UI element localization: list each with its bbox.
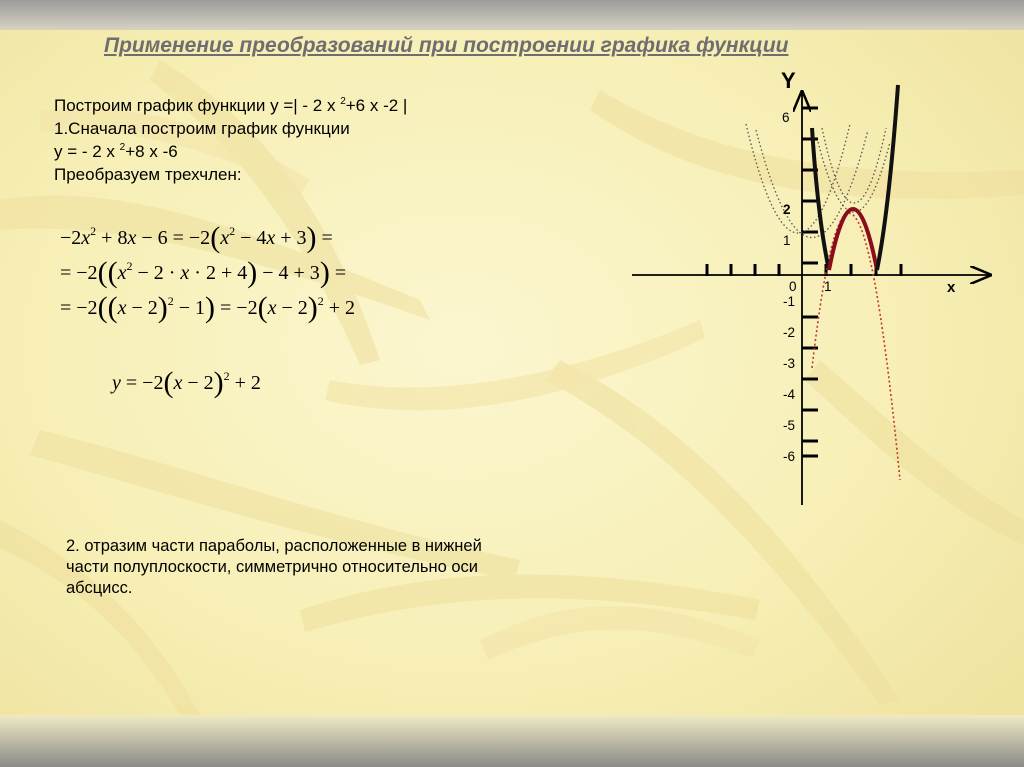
f3-open-2: ( [257,291,268,324]
graph-right-branch [877,85,898,270]
f2-close-paren-inner: ) [247,256,258,289]
function-line-tail: +8 х -6 [125,142,178,161]
f2-x2: x [180,262,190,284]
f2-x1: x [117,262,127,284]
y-label-0: 0 [789,279,797,294]
f3-open-inner: ( [107,291,118,324]
task-line-text: Построим график функции у =| - 2 х [54,96,341,115]
f3-x1: x [117,297,127,319]
f4-c: + 2 [229,372,261,394]
y-label-6: 6 [782,110,790,125]
f1-x2: x [127,227,137,249]
f3-open-outer: ( [97,291,108,324]
y-label-minus5: -5 [783,418,796,433]
f3-close-outer: ) [205,291,216,324]
y-label-minus6: -6 [783,449,796,464]
f3-exp1: 2 [167,294,174,308]
x-label-1: 1 [824,279,832,294]
f4-b: − 2 [182,372,214,394]
y-label-minus4: -4 [783,387,796,402]
f3-b: − 2 [126,297,158,319]
f4-close: ) [213,366,224,399]
f1-x1: x [81,227,91,249]
step2-text: 2. отразим части параболы, расположенные в нижней части полуплоскости, симметрично относительно оси абсцисс. [66,537,482,597]
f4-open: ( [163,366,174,399]
transform-line: Преобразуем трехчлен: [54,165,242,184]
dotted-parabola-shifted [822,128,886,203]
f1-b: + 8 [96,227,128,249]
f4-y: y [112,372,121,394]
f1-open-paren: ( [210,221,221,254]
f3-x2: x [267,297,277,319]
task-line-tail: +6 х -2 | [345,96,408,115]
f1-d: − 4 [235,227,267,249]
y-label-minus2: -2 [783,325,796,340]
y-label-minus3: -3 [783,356,796,371]
f4-exp: 2 [223,369,230,383]
slide-title: Применение преобразований при построении графика функции [104,34,789,57]
y-label-2: 2 [783,202,791,217]
f2-c: · 2 + 4 [189,262,248,284]
f2-close-paren-outer: ) [319,256,330,289]
f1-x4: x [266,227,276,249]
f3-close-inner: ) [157,291,168,324]
x-axis-label: х [947,279,956,296]
f1-close-paren: ) [306,221,317,254]
f2-a: = −2 [60,262,98,284]
function-line-text: у = - 2 х [54,142,120,161]
f2-open-paren-inner: ( [107,256,118,289]
f3-c: − 1 [173,297,206,319]
f4-x: x [173,372,183,394]
f3-d: = −2 [215,297,258,319]
f1-e: + 3 [275,227,307,249]
f3-close-2: ) [307,291,318,324]
f1-a: −2 [60,227,82,249]
y-label-minus1: -1 [783,294,796,309]
f1-x3: x [220,227,230,249]
f1-c: − 6 = −2 [136,227,211,249]
step1-line: 1.Сначала построим график функции [54,119,350,138]
f2-eq: = [329,262,347,284]
f1-eq: = [316,227,333,249]
y-label-1: 1 [783,233,791,248]
f3-e: − 2 [276,297,308,319]
f3-a: = −2 [60,297,98,319]
f3-exp2: 2 [317,294,324,308]
f1-exp1: 2 [90,224,97,238]
dotted-parabola-left [746,124,850,233]
dotted-parabola-top [818,142,890,212]
f2-exp: 2 [126,259,133,273]
task-line-exponent: 2 [340,96,346,107]
f2-b: − 2 · [132,262,181,284]
f1-exp2: 2 [229,224,236,238]
f3-f: + 2 [323,297,356,319]
f4-a: = −2 [120,372,164,394]
function-line-exponent: 2 [119,142,126,153]
f2-d: − 4 + 3 [257,262,320,284]
f2-open-paren-outer: ( [97,256,108,289]
y-axis-label: Y [781,68,796,93]
